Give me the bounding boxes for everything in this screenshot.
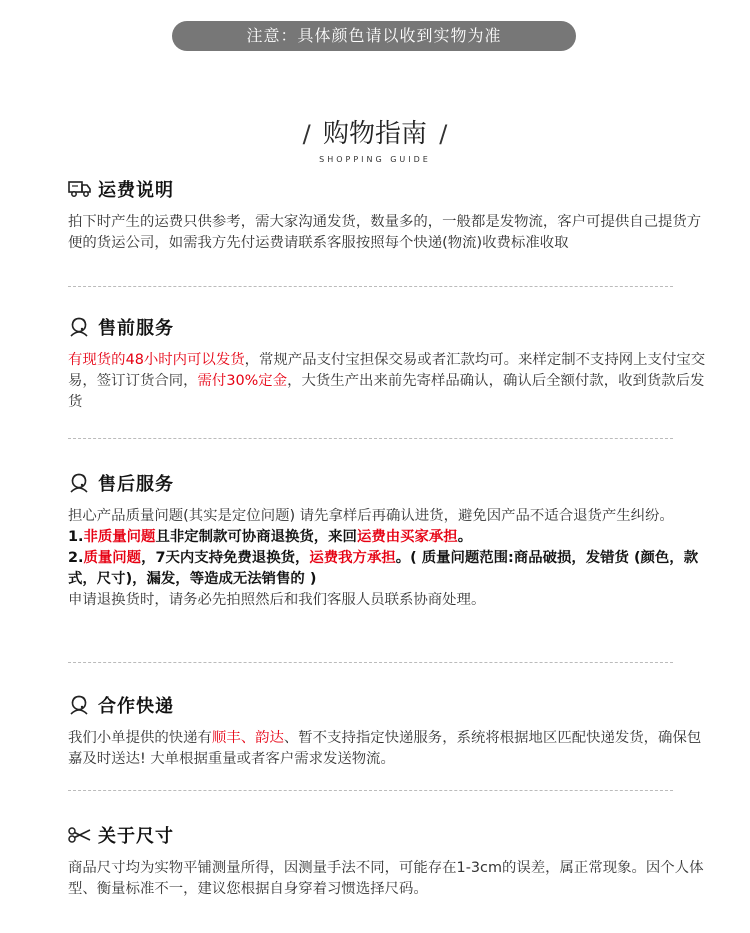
support-agent-icon <box>68 316 92 338</box>
body-text: ，大货生产出来前先寄样品确认，确认后全额付款，收到货款后发货 <box>68 373 705 410</box>
page-title-text: 购物指南 <box>322 119 427 149</box>
section-title: 售后服务 <box>98 474 174 495</box>
section-outro: 申请退换货时，请务必先拍照然后和我们客服人员联系协商处理。 <box>68 592 486 608</box>
section-title: 合作快递 <box>98 696 174 717</box>
section-courier <box>68 692 708 770</box>
highlight-text: 顺丰、韵达 <box>211 730 284 746</box>
body-text: 。( 质量问题范围:商品破损，发错货 (颜色，款式，尺寸)，漏发，等造成无法销售的 ) <box>68 550 699 587</box>
dashed-divider <box>68 790 673 791</box>
highlight-text: 运费由买家承担 <box>356 529 458 545</box>
highlight-text: 运费我方承担 <box>309 550 396 566</box>
section-shipping <box>68 176 708 254</box>
color-notice-banner: 注意：具体颜色请以收到实物为准 <box>172 21 576 51</box>
section-header <box>68 470 708 496</box>
support-agent-icon <box>68 694 92 716</box>
section-header <box>68 692 708 718</box>
highlight-text: 质量问题 <box>83 550 142 566</box>
scissors-icon <box>68 824 92 846</box>
section-title: 售前服务 <box>98 318 174 339</box>
support-agent-icon <box>68 472 92 494</box>
section-body: 商品尺寸均为实物平铺测量所得，因测量手法不同，可能存在1-3cm的误差，属正常现象。因个人体型、衡量标准不一，建议您根据自身穿着习惯选择尺码。 <box>68 860 704 897</box>
section-body: 拍下时产生的运费只供参考，需大家沟通发货，数量多的，一般都是发物流，客户可提供自己提货方便的货运公司，如需我方先付运费请联系客服按照每个快递(物流)收费标准收取 <box>68 214 702 251</box>
body-text: 。 <box>457 529 473 545</box>
dashed-divider <box>68 438 673 439</box>
truck-icon <box>68 178 92 200</box>
dashed-divider <box>68 286 673 287</box>
item-number: 2. <box>68 550 84 566</box>
section-aftersale <box>68 470 708 611</box>
body-text: ，7天内支持免费退换货， <box>141 550 310 566</box>
section-presale <box>68 314 708 413</box>
page-title <box>0 116 750 152</box>
section-header <box>68 314 708 340</box>
body-text: 且非定制款可协商退换货，来回 <box>155 529 357 545</box>
section-header <box>68 822 708 848</box>
section-title: 关于尺寸 <box>98 826 174 847</box>
body-text: 、暂不支持指定快递服务，系统将根据地区匹配快递发货，确保包嘉及时送达! 大单根据重量或者客户需求发送物流。 <box>68 730 702 767</box>
page-subtitle: SHOPPING GUIDE <box>319 155 431 164</box>
body-text: ，常规产品支付宝担保交易或者汇款均可。来样定制不支持网上支付宝交易，签订订货合同， <box>68 352 706 389</box>
section-body <box>68 350 708 413</box>
body-text: 我们小单提供的快递有 <box>68 730 212 746</box>
title-slash-left: / <box>302 120 311 148</box>
highlight-text: 需付30%定金 <box>197 373 288 389</box>
dashed-divider <box>68 662 673 663</box>
highlight-text: 有现货的48小时内可以发货 <box>68 352 245 368</box>
section-size <box>68 822 708 900</box>
policy-item-1 <box>68 527 708 548</box>
title-slash-right: / <box>439 120 448 148</box>
highlight-text: 非质量问题 <box>83 529 156 545</box>
section-title: 运费说明 <box>98 180 174 201</box>
item-number: 1. <box>68 529 84 545</box>
policy-item-2 <box>68 548 708 590</box>
section-intro: 担心产品质量问题(其实是定位问题) 请先拿样后再确认进货，避免因产品不适合退货产生纠纷。 <box>68 508 674 524</box>
section-header <box>68 176 708 202</box>
section-body <box>68 728 708 770</box>
